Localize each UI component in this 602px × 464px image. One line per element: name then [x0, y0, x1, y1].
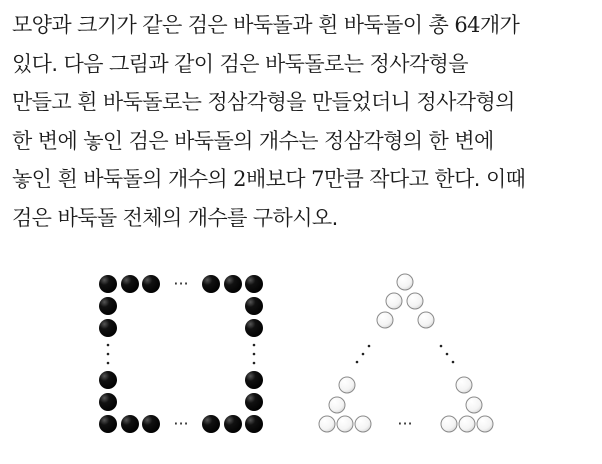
white-stone	[339, 377, 355, 393]
problem-line-5	[12, 160, 598, 199]
black-stone	[224, 415, 242, 433]
line5-number-2: 7	[311, 167, 324, 191]
square-left-ellipsis-dot	[107, 344, 110, 347]
square-left-ellipsis-dot	[107, 353, 110, 356]
line5-text-b: 배보다	[245, 167, 312, 191]
white-stone	[319, 416, 335, 432]
problem-text	[12, 6, 598, 237]
white-stone	[477, 416, 493, 432]
triangle-right-ellipsis-dot	[452, 361, 455, 364]
white-stone	[355, 416, 371, 432]
black-stone	[245, 371, 263, 389]
square-left-ellipsis-dot	[107, 362, 110, 365]
triangle-right-ellipsis-dot	[440, 345, 443, 348]
triangle-left-ellipsis-dot	[362, 353, 365, 356]
white-triangle	[319, 274, 493, 432]
triangle-left-ellipsis-dot	[356, 361, 359, 364]
black-stone	[202, 415, 220, 433]
white-stone	[329, 397, 345, 413]
black-stone	[99, 297, 117, 315]
black-stone	[99, 393, 117, 411]
square-right-ellipsis-dot	[253, 362, 256, 365]
white-stone	[407, 293, 423, 309]
black-stone	[121, 415, 139, 433]
black-stone	[99, 319, 117, 337]
black-square	[99, 275, 263, 433]
problem-line-2: 있다. 다음 그림과 같이 검은 바둑돌로는 정사각형을	[12, 51, 468, 76]
black-stone	[99, 371, 117, 389]
square-right-ellipsis-dot	[253, 344, 256, 347]
triangle-bottom-ellipsis: ···	[397, 414, 413, 433]
black-stone	[245, 275, 263, 293]
black-stone	[245, 319, 263, 337]
line5-text-a: 놓인 흰 바둑돌의 개수의	[12, 167, 234, 191]
white-stone	[386, 293, 402, 309]
white-stone	[459, 416, 475, 432]
triangle-left-ellipsis-dot	[368, 345, 371, 348]
black-stone	[99, 415, 117, 433]
stone-figure	[0, 262, 602, 464]
square-bottom-ellipsis: ···	[173, 414, 189, 433]
black-stone	[245, 393, 263, 411]
white-stone	[466, 397, 482, 413]
black-stone	[121, 275, 139, 293]
problem-line-6: 검은 바둑돌 전체의 개수를 구하시오.	[12, 205, 338, 230]
square-top-ellipsis: ···	[173, 274, 189, 293]
line1-text-b: 개가	[479, 13, 520, 37]
line5-text-c: 만큼 작다고 한다. 이때	[323, 167, 526, 191]
white-stone	[418, 312, 434, 328]
problem-line-3: 만들고 흰 바둑돌로는 정삼각형을 만들었더니 정사각형의	[12, 90, 515, 114]
black-stone	[142, 275, 160, 293]
triangle-right-ellipsis-dot	[446, 353, 449, 356]
line5-number-1: 2	[233, 167, 246, 191]
black-stone	[142, 415, 160, 433]
black-stone	[202, 275, 220, 293]
white-stone	[337, 416, 353, 432]
square-right-ellipsis-dot	[253, 353, 256, 356]
stone-figure-svg	[0, 262, 602, 464]
white-stone	[456, 377, 472, 393]
white-stone	[377, 312, 393, 328]
black-stone	[245, 415, 263, 433]
white-stone	[441, 416, 457, 432]
black-stone	[245, 297, 263, 315]
problem-line-1	[12, 6, 598, 45]
line1-text-a: 모양과 크기가 같은 검은 바둑돌과 흰 바둑돌이 총	[12, 13, 455, 37]
line1-number: 64	[454, 13, 480, 37]
white-stone	[397, 274, 413, 290]
black-stone	[224, 275, 242, 293]
problem-line-4: 한 변에 놓인 검은 바둑돌의 개수는 정삼각형의 한 변에	[12, 128, 494, 153]
black-stone	[99, 275, 117, 293]
